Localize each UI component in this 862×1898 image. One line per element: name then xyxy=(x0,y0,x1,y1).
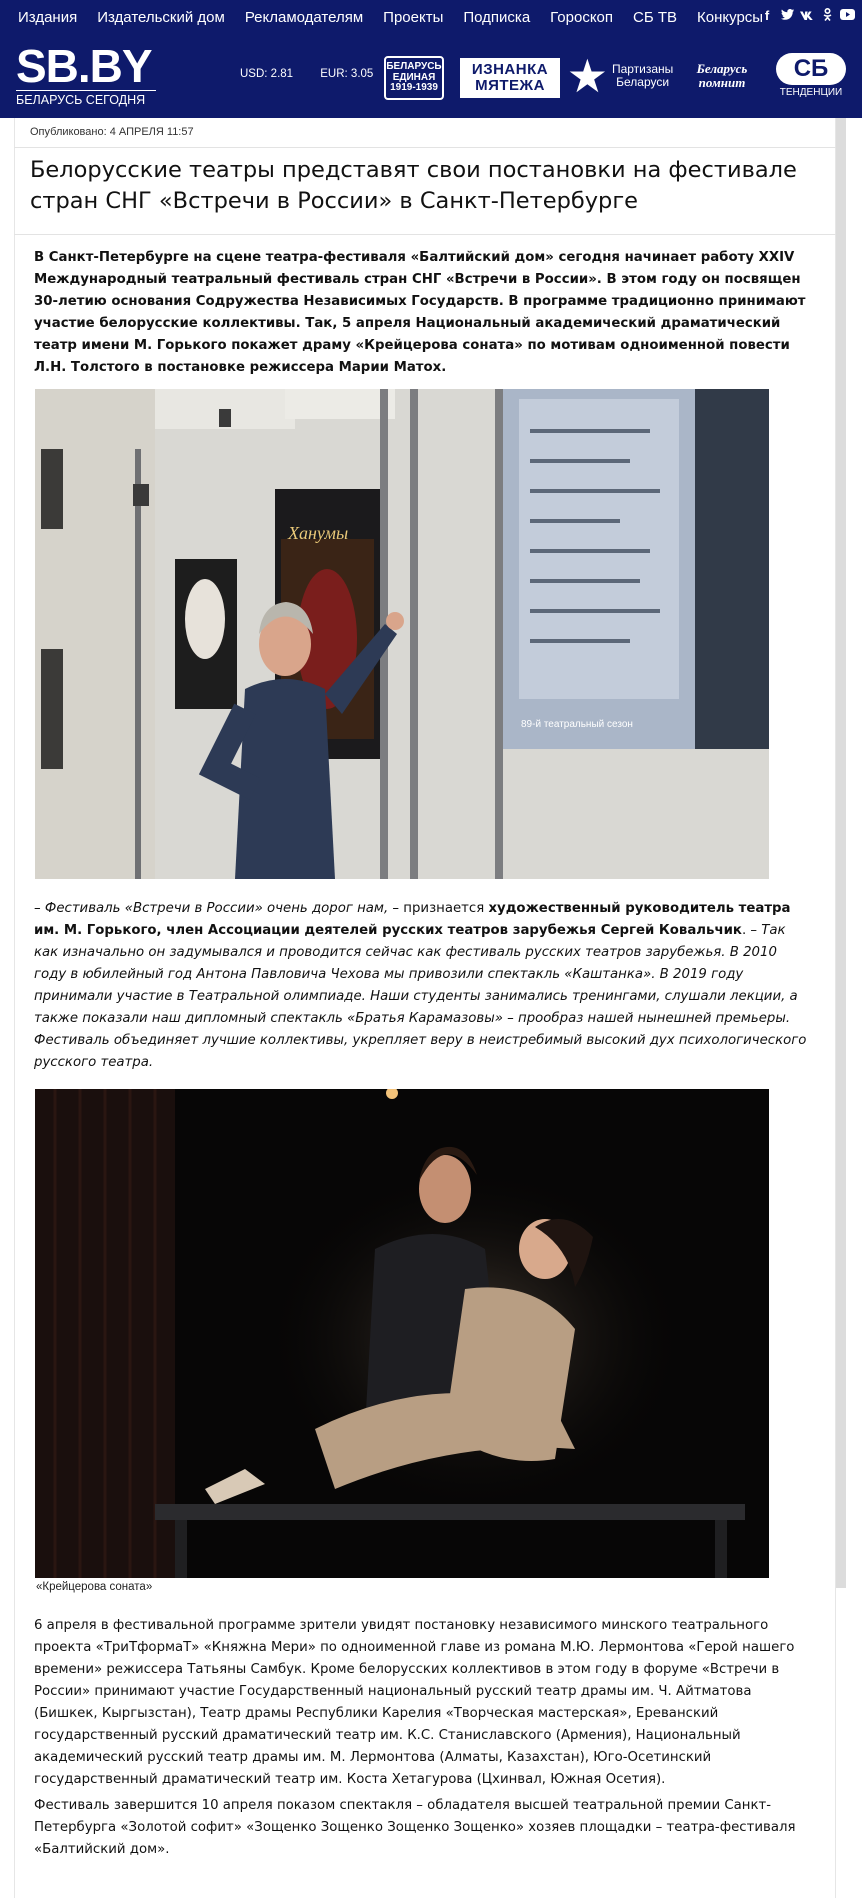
nav-item-subscription[interactable]: Подписка xyxy=(463,8,531,26)
article-photo-theater[interactable] xyxy=(35,389,769,879)
quote-person: художественный руководитель театра им. М. Горького, член Ассоциации деятелей русских театров зарубежья Сергей Ковальчик xyxy=(34,901,791,938)
banner-season: 89-й театральный сезон xyxy=(521,719,633,730)
nav-item-publishing-house[interactable]: Издательский дом xyxy=(97,8,225,26)
youtube-icon[interactable] xyxy=(840,8,854,24)
article-photo-kreutzer-sonata[interactable] xyxy=(35,1089,769,1578)
eur-rate: EUR: 3.05 xyxy=(320,68,374,80)
quote-paragraph xyxy=(34,898,809,1074)
page-scrollbar[interactable] xyxy=(836,118,846,1588)
nav-item-projects[interactable]: Проекты xyxy=(383,8,444,26)
site-header xyxy=(0,34,862,118)
sb-logo: СБ xyxy=(776,53,846,85)
project-iznanka-myatezha[interactable]: ИЗНАНКА МЯТЕЖА xyxy=(460,58,560,98)
odnoklassniki-icon[interactable] xyxy=(820,8,834,24)
project-sb-trends[interactable] xyxy=(772,50,850,102)
quote-says: признается xyxy=(399,901,489,916)
sb-trends-label: ТЕНДЕНЦИИ xyxy=(779,87,843,99)
article-lead: В Санкт-Петербурге на сцене театра-фестиваля «Балтийский дом» сегодня начинает работу XXIV Международный театральный фестиваль стран СНГ «Встречи в России». В этом году он посвящен 30-летию основания Содружества Независимых Государств. В программе традиционно принимают участие белорусские коллективы. Так, 5 апреля Национальный академический драматический театр имени М. Горького покажет драму «Крейцерова соната» по мотивам одноименной повести Л.Н. Толстого в постановке режиссера Марии Матох. xyxy=(34,250,806,375)
logo-subtitle: БЕЛАРУСЬ СЕГОДНЯ xyxy=(16,90,156,107)
article-paragraph: 6 апреля в фестивальной программе зрители увидят постановку независимого минского театрального проекта «ТриТформаТ» «Княжна Мери» по одноименной главе из романа М.Ю. Лермонтова «Герой нашего времени» режиссера Татьяны Самбук. Кроме белорусских коллективов в этом году в форуме «Встречи в России» принимают участие Государственный национальный русский театр драмы им. Ч. Айтматова (Бишкек, Кыргызстан), Театр драмы Республики Карелия «Творческая мастерская», Ереванский государственный русский драматический театр им. К.С. Станиславского (Армения), Национальный академический русский театр драмы им. М. Лермонтова (Алматы, Казахстан), Юго-Осетинский государственный драматический театр им. Коста Хетагурова (Цхинвал, Южная Осетия). xyxy=(34,1618,795,1787)
publish-date: Опубликовано: 4 АПРЕЛЯ 11:57 xyxy=(30,126,194,138)
article-title: Белорусские театры представят свои постановки на фестивале стран СНГ «Встречи в России» в Санкт-Петербурге xyxy=(30,157,797,214)
facebook-icon[interactable]: f xyxy=(764,8,770,23)
social-links xyxy=(754,8,854,24)
project-partisans-label: Партизаны Беларуси xyxy=(611,62,674,89)
logo-mark: SB.BY xyxy=(16,40,152,92)
currency-rates xyxy=(240,68,397,80)
nav-item-contests[interactable]: Конкурсы xyxy=(697,8,764,26)
quote-rest: Так как изначально он задумывался и проводится сейчас как фестиваль русских театров зарубежья. В 2010 году в юбилейный год Антона Павловича Чехова мы привозили спектакль «Каштанка». В 2019 году принимали участие в Театральной олимпиаде. Наши студенты занимались тренингами, слушали лекции, а также показали наш дипломный спектакль «Братья Карамазовы» – прообраз нашей нынешней премьеры. Фестиваль объединяет лучшие коллективы, укрепляет веру в неистребимый высокий дух психологического русского театра. xyxy=(34,923,807,1070)
project-belarus-remembers[interactable]: Беларусь помнит xyxy=(696,61,748,90)
nav-item-advertisers[interactable]: Рекламодателям xyxy=(244,8,364,26)
project-belarus-united[interactable]: БЕЛАРУСЬ ЕДИНАЯ 1919-1939 xyxy=(384,56,444,100)
twitter-icon[interactable] xyxy=(780,8,794,24)
divider xyxy=(14,234,836,235)
nav-item-izdaniya[interactable]: Издания xyxy=(18,8,78,26)
nav-item-horoscope[interactable]: Гороскоп xyxy=(550,8,614,26)
quote-open: – Фестиваль «Встречи в России» очень дорог нам, – xyxy=(34,901,400,916)
star-icon: ★ xyxy=(566,50,608,102)
project-partisans[interactable] xyxy=(566,48,674,104)
photo-caption: «Крейцерова соната» xyxy=(36,1581,153,1593)
poster-title: Ханумы xyxy=(288,523,349,543)
usd-rate: USD: 2.81 xyxy=(240,68,294,80)
top-menu xyxy=(0,9,783,26)
site-logo[interactable] xyxy=(16,42,166,112)
top-nav xyxy=(0,0,862,34)
quote-dash: . – xyxy=(741,923,762,938)
nav-item-sb-tv[interactable]: СБ ТВ xyxy=(633,8,678,26)
divider xyxy=(14,147,836,148)
vk-icon[interactable] xyxy=(800,8,814,24)
article-paragraph: Фестиваль завершится 10 апреля показом спектакля – обладателя высшей театральной премии Санкт-Петербурга «Золотой софит» «Зощенко Зощенко Зощенко Зощенко» хозяев площадки – театра-фестиваля «Балтийский дом». xyxy=(34,1798,796,1857)
